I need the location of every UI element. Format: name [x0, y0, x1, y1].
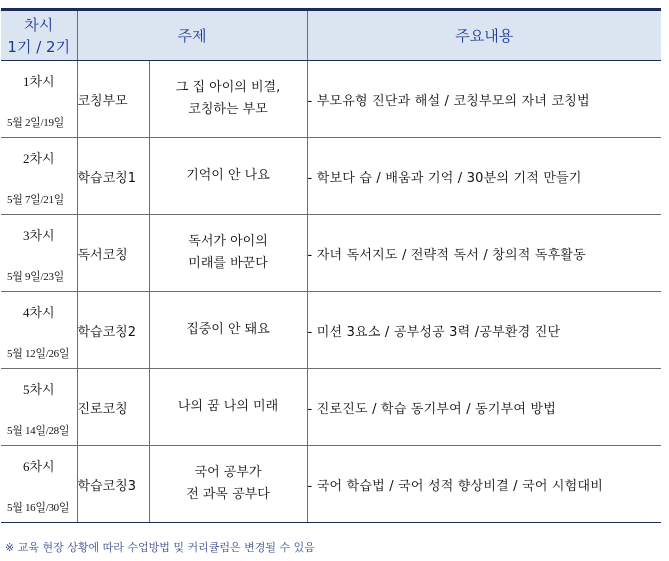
- content-cell: - 부모유형 진단과 해설 / 코칭부모의 자녀 코칭법: [307, 61, 661, 138]
- title-line: 집중이 안 돼요: [186, 322, 270, 337]
- session-cell: [1, 138, 77, 215]
- table-row: [1, 369, 661, 446]
- session-dates: 5월 2일/19일: [7, 117, 64, 129]
- session-number: 1차시: [22, 74, 55, 89]
- table-row: [1, 61, 661, 138]
- theme-cell: 코칭부모: [77, 61, 149, 138]
- content-cell: - 진로진도 / 학습 동기부여 / 동기부여 방법: [307, 369, 661, 446]
- title-line: 미래를 바꾼다: [188, 256, 268, 271]
- title-cell: [149, 292, 307, 369]
- table-header-row: [1, 10, 661, 61]
- session-dates: 5월 7일/21일: [7, 194, 64, 206]
- theme-cell: 진로코칭: [77, 369, 149, 446]
- theme-cell: 학습코칭1: [77, 138, 149, 215]
- title-line: 전 과목 공부다: [186, 487, 270, 502]
- content-cell: - 국어 학습법 / 국어 성적 향상비결 / 국어 시험대비: [307, 446, 661, 523]
- session-number: 2차시: [22, 151, 55, 166]
- theme-cell: 학습코칭2: [77, 292, 149, 369]
- content-cell: - 학보다 습 / 배움과 기억 / 30분의 기적 만들기: [307, 138, 661, 215]
- session-number: 4차시: [22, 305, 55, 320]
- content-cell: - 자녀 독서지도 / 전략적 독서 / 창의적 독후활동: [307, 215, 661, 292]
- content-cell: - 미션 3요소 / 공부성공 3력 /공부환경 진단: [307, 292, 661, 369]
- table-row: [1, 292, 661, 369]
- session-number: 5차시: [22, 382, 55, 397]
- theme-cell: 학습코칭3: [77, 446, 149, 523]
- session-dates: 5월 9일/23일: [7, 271, 64, 283]
- session-cell: [1, 369, 77, 446]
- session-cell: [1, 61, 77, 138]
- header-session-line2: 1기 / 2기: [7, 37, 71, 56]
- title-line: 국어 공부가: [194, 465, 262, 480]
- session-cell: [1, 446, 77, 523]
- curriculum-table: [1, 8, 661, 523]
- title-line: 독서가 아이의: [188, 234, 268, 249]
- title-cell: [149, 215, 307, 292]
- title-line: 나의 꿈 나의 미래: [177, 399, 279, 414]
- table-row: [1, 446, 661, 523]
- header-topic: 주제: [77, 10, 307, 61]
- session-number: 6차시: [22, 459, 55, 474]
- title-cell: [149, 61, 307, 138]
- title-cell: [149, 138, 307, 215]
- title-cell: [149, 446, 307, 523]
- header-session-line1: 차시: [24, 15, 54, 34]
- title-line: 기억이 안 나요: [186, 168, 270, 183]
- title-cell: [149, 369, 307, 446]
- title-line: 코칭하는 부모: [188, 102, 268, 117]
- footnote: ※ 교육 현장 상황에 따라 수업방법 및 커리큘럼은 변경될 수 있음: [5, 541, 315, 554]
- session-dates: 5월 12일/26일: [7, 348, 70, 360]
- session-number: 3차시: [22, 228, 55, 243]
- session-dates: 5월 14일/28일: [7, 425, 70, 437]
- theme-cell: 독서코칭: [77, 215, 149, 292]
- session-cell: [1, 215, 77, 292]
- header-content: 주요내용: [307, 10, 661, 61]
- header-session: [1, 10, 77, 61]
- title-line: 그 집 아이의 비결,: [175, 80, 281, 95]
- session-dates: 5월 16일/30일: [7, 502, 70, 514]
- table-row: [1, 215, 661, 292]
- session-cell: [1, 292, 77, 369]
- table-row: [1, 138, 661, 215]
